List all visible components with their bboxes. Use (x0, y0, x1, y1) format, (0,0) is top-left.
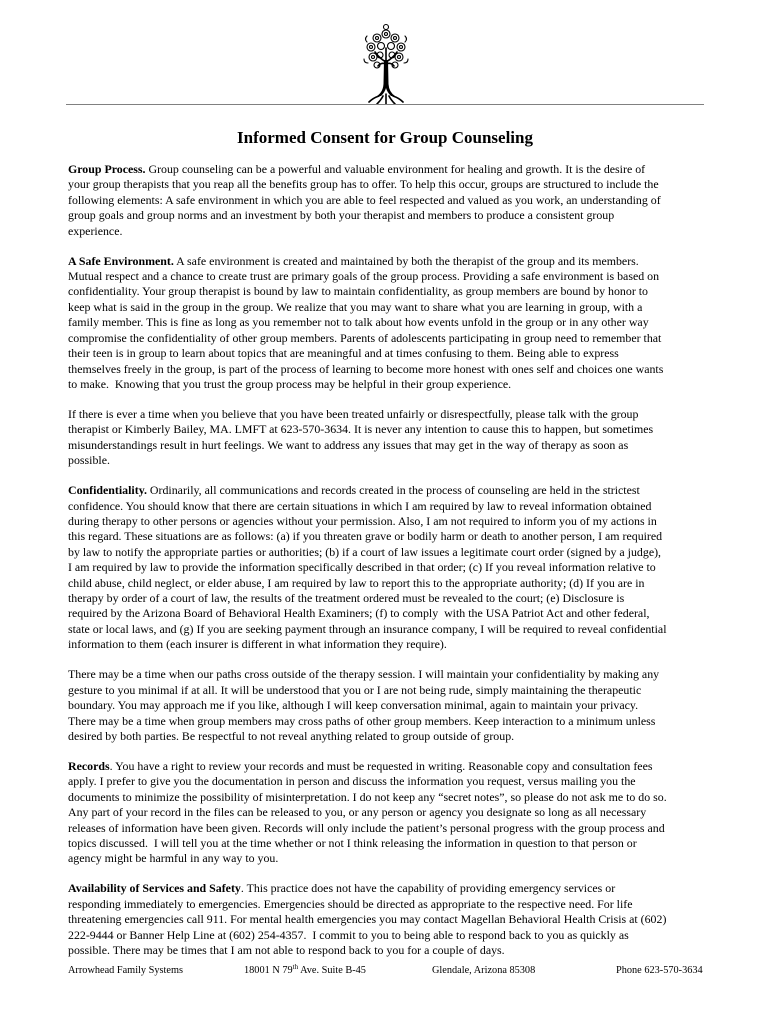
paragraph-line (68, 606, 702, 621)
paragraph-line-text: this regard. These situations are as follows: (a) if you threaten grave or bodily harm or death to another person, I am required (68, 529, 663, 544)
footer-address-number: 18001 N 79 (244, 965, 293, 976)
paragraph-line-text: therapy by order of a court of law, the results of the treatment ordered must be revealed to the court; (e) Disclosure is (68, 591, 625, 606)
paragraph-line-text: There may be a time when group members may cross paths of other group members. Keep interaction to a minimum unless (68, 713, 656, 728)
paragraph-line (68, 254, 702, 269)
paragraph-line-text: desired by both parties. Be respectful to not reveal anything related to group outside of group. (68, 728, 515, 743)
paragraph (68, 407, 702, 469)
paragraph-line-text: child abuse, child neglect, or elder abuse, I am required by law to report this to the appropriate authority; (d) If you are in (68, 575, 645, 590)
paragraph-line (68, 407, 702, 422)
paragraph-line (68, 591, 702, 606)
paragraph (68, 483, 702, 653)
paragraph-line (68, 698, 702, 713)
page-footer (0, 963, 770, 979)
paragraph-line-text: apply. I prefer to give you the documentation in person and discuss the information you request, versus mailing you the (68, 774, 636, 789)
paragraph-line-text: therapist or Kimberly Bailey, MA. LMFT at 623-570-3634. It is never any intention to cause this to happen, but sometimes (68, 422, 654, 437)
paragraph-line (68, 483, 702, 498)
paragraph-line-text: their teen is in group to learn about topics that are meaningful and at times confusing to them. Being able to express (68, 346, 619, 361)
paragraph-line (68, 928, 702, 943)
paragraph-line-text: 222-9444 or Banner Help Line at (602) 254-4357. I commit to you to being able to respond back to you as quickly as (68, 927, 629, 942)
footer-address-suffix: th (292, 963, 299, 971)
paragraph-line-text: threatening emergencies call 911. For mental health emergencies you may contact Magellan Behavioral Health Crisis at (602) (68, 912, 667, 927)
paragraph-line-text: There may be a time when our paths cross outside of the therapy session. I will maintain your confidentiality by making any (68, 667, 660, 682)
paragraph-line (68, 851, 702, 866)
paragraph-line (68, 774, 702, 789)
document-title: Informed Consent for Group Counseling (237, 128, 533, 147)
paragraph-line-text: . You have a right to review your records and must be requested in writing. Reasonable copy and consultation fees (109, 758, 653, 773)
paragraph-line-text: boundary. You may approach me if you like, although I will keep conversation minimal, again to maintain your privacy. (68, 698, 639, 713)
paragraph-line (68, 576, 702, 591)
paragraph-line (68, 622, 702, 637)
paragraph-line-text: agency might be harmful in any way to you. (68, 851, 279, 866)
paragraph-line (68, 177, 702, 192)
paragraph-line-text: family member. This is fine as long as you remember not to talk about how events unfold in the group or in any other way (68, 315, 649, 330)
paragraph-line (68, 331, 702, 346)
paragraph-line (68, 300, 702, 315)
paragraph-line-text: Ordinarily, all communications and records created in the process of counseling are held in the strictest (146, 483, 640, 498)
paragraph-line-text: I am required by law to provide the information specifically described in that order; (c) If you reveal information relative to (68, 560, 656, 575)
paragraph-heading: Confidentiality. (68, 483, 147, 498)
paragraph-line (68, 836, 702, 851)
paragraph-line-text: documents to minimize the possibility of misinterpretation. I do not keep any “secret notes”, so please do not ask me to do so. (68, 789, 667, 804)
paragraph-line (68, 714, 702, 729)
paragraph-line-text: Mutual respect and a chance to create trust are primary goals of the group process. Providing a safe environment is based on (68, 269, 660, 284)
footer-phone: Phone 623-570-3634 (616, 965, 703, 976)
paragraph-line-text: topics discussed. I will tell you at the time whether or not I think releasing the information in question to that person or (68, 835, 637, 850)
paragraph-line (68, 881, 702, 896)
paragraph (68, 254, 702, 393)
paragraph-line (68, 759, 702, 774)
paragraph-line (68, 499, 702, 514)
paragraph-line (68, 637, 702, 652)
paragraph-line-text: information to them (each insurer is different in what information they require). (68, 637, 447, 652)
paragraph-line (68, 729, 702, 744)
paragraph-line (68, 821, 702, 836)
paragraph (68, 881, 702, 958)
paragraph-heading: A Safe Environment. (68, 253, 174, 268)
paragraph-line-text: compromise the confidentiality of other group members. Parents of adolescents participating in group need to remember that (68, 330, 662, 345)
document-body (68, 162, 702, 973)
paragraph-line (68, 683, 702, 698)
paragraph-line (68, 790, 702, 805)
paragraph-line (68, 422, 702, 437)
paragraph-line (68, 529, 702, 544)
paragraph-line (68, 315, 702, 330)
paragraph-line-text: required by the Arizona Board of Behavioral Health Examiners; (f) to comply with the USA Patriot Act and other federal, (68, 606, 650, 621)
tree-logo-icon (359, 22, 413, 106)
paragraph-line-text: releases of information have been given. Records will only include the patient’s personal progress with the group process and (68, 820, 665, 835)
paragraph-line-text: Any part of your record in the files can be released to you, or any person or agency you designate so long as all necessary (68, 805, 647, 820)
paragraph-line (68, 560, 702, 575)
paragraph (68, 759, 702, 867)
paragraph-heading: Availability of Services and Safety (68, 881, 241, 896)
paragraph-line-text: Group counseling can be a powerful and valuable environment for healing and growth. It is the desire of (145, 162, 646, 176)
paragraph-line-text: by law to notify the appropriate parties or authorities; (b) if a court of law issues a legitimate court order (signed by a judge), (68, 544, 662, 559)
paragraph-line-text: keep what is said in the group in the group. We realize that you may want to share what you are learning in group, with a (68, 299, 643, 314)
paragraph-line (68, 284, 702, 299)
paragraph-line (68, 162, 702, 177)
paragraph (68, 162, 702, 239)
paragraph-line (68, 193, 702, 208)
paragraph-line-text: group goals and group norms and an investment by both your therapist and members to produce a consistent group (68, 208, 615, 223)
paragraph-line (68, 224, 702, 239)
paragraph-line-text: . This practice does not have the capability of providing emergency services or (240, 881, 616, 896)
paragraph-line-text: experience. (68, 223, 123, 238)
paragraph-line-text: A safe environment is created and maintained by both the therapist of the group and its members. (173, 253, 639, 268)
footer-address (244, 963, 366, 979)
paragraph-line-text: responding immediately to emergencies. Emergencies should be directed as appropriate to the respective need. For life (68, 896, 633, 911)
paragraph-line (68, 545, 702, 560)
paragraph-line-text: during therapy to other persons or agencies without your permission. Also, I am not required to inform you of my actions in (68, 513, 657, 528)
footer-practice-name: Arrowhead Family Systems (68, 965, 183, 976)
paragraph-line (68, 912, 702, 927)
paragraph-heading: Group Process. (68, 162, 146, 176)
footer-city: Glendale, Arizona 85308 (432, 965, 536, 976)
paragraph-line-text: themselves freely in the group, is part of the process of learning to become more honest with ones self and choices one wants (68, 361, 664, 376)
paragraph-line-text: following elements: A safe environment in which you are able to feel respected and valued as you work, an understanding of (68, 192, 661, 207)
paragraph-heading: Records (68, 758, 110, 773)
paragraph-line (68, 897, 702, 912)
paragraph-line (68, 805, 702, 820)
paragraph-line-text: gesture to you minimal if at all. It will be understood that you or I are not being rude, simply maintaining the therapeutic (68, 682, 642, 697)
paragraph-line-text: your group therapists that you reap all the benefits group has to offer. To help this occur, groups are structured to include the (68, 177, 659, 192)
paragraph-line (68, 346, 702, 361)
paragraph-line-text: possible. There may be times that I am not able to respond back to you for a couple of days. (68, 942, 505, 957)
paragraph-line-text: state or local laws, and (g) If you are seeking payment through an insurance company, I will be required to reveal confidential (68, 621, 667, 636)
paragraph-line (68, 208, 702, 223)
paragraph-line-text: to make. Knowing that you trust the group process may be helpful in their group experience. (68, 376, 512, 391)
paragraph-line-text: confidentiality. Your group therapist is bound by law to maintain confidentiality, as group members are bound by honor to (68, 284, 649, 299)
paragraph-line-text: misunderstandings result in hurt feelings. We want to address any issues that may get in the way of therapy as soon as (68, 437, 629, 452)
paragraph-line-text: possible. (68, 453, 110, 468)
header-divider (66, 104, 704, 105)
paragraph-line-text: If there is ever a time when you believe that you have been treated unfairly or disrespectfully, please talk with the group (68, 406, 639, 421)
paragraph (68, 667, 702, 744)
footer-address-street: Ave. Suite B-45 (298, 965, 366, 976)
paragraph-line (68, 269, 702, 284)
paragraph-line (68, 438, 702, 453)
paragraph-line (68, 453, 702, 468)
paragraph-line (68, 514, 702, 529)
paragraph-line (68, 362, 702, 377)
paragraph-line (68, 667, 702, 682)
paragraph-line (68, 377, 702, 392)
paragraph-line (68, 943, 702, 958)
paragraph-line-text: confidence. You should know that there are certain situations in which I am required by law to reveal information obtained (68, 498, 652, 513)
